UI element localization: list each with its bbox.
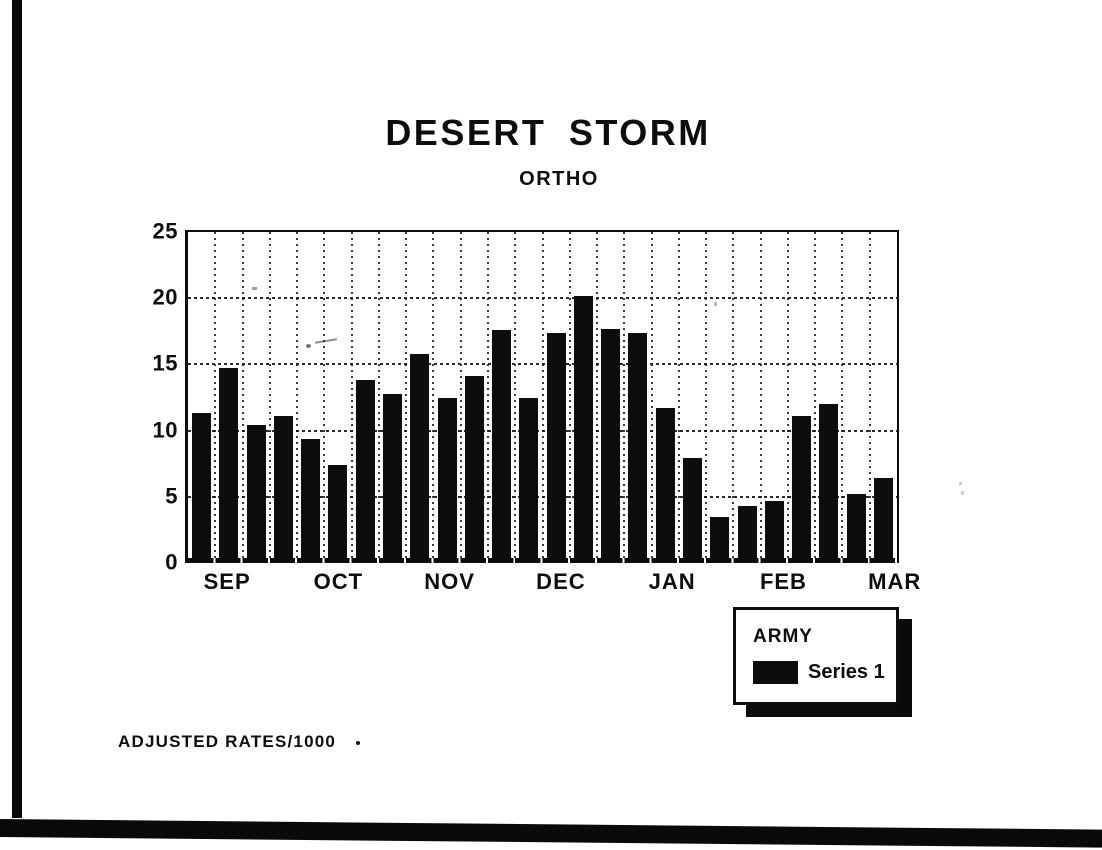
y-tick-label: 10 <box>152 417 178 443</box>
vertical-gridline <box>841 232 843 563</box>
vertical-gridline <box>678 232 680 563</box>
x-tick-label: OCT <box>313 569 364 594</box>
bar <box>574 296 593 563</box>
bar <box>847 494 866 563</box>
bar <box>683 458 702 563</box>
bar <box>547 333 566 563</box>
vertical-gridline <box>432 232 434 563</box>
bar <box>192 413 211 563</box>
x-axis-line <box>188 558 897 563</box>
bar <box>628 333 647 563</box>
vertical-gridline <box>214 232 216 563</box>
vertical-gridline <box>542 232 544 563</box>
scan-artifact <box>252 287 257 290</box>
y-axis-labels <box>124 218 178 575</box>
vertical-gridline <box>514 232 516 563</box>
footnote-dot <box>356 741 360 745</box>
vertical-gridline <box>460 232 462 563</box>
bar <box>328 465 347 563</box>
bar <box>874 478 893 563</box>
footnote <box>118 732 360 752</box>
bar <box>765 501 784 563</box>
vertical-gridline <box>242 232 244 563</box>
x-tick-label: DEC <box>536 569 586 594</box>
footnote-text: ADJUSTED RATES/1000 <box>118 732 337 751</box>
bar <box>274 416 293 563</box>
vertical-gridline <box>351 232 353 563</box>
y-tick-label: 0 <box>165 549 178 575</box>
scan-artifact <box>306 344 311 348</box>
vertical-gridline <box>269 232 271 563</box>
x-axis-labels <box>185 569 922 599</box>
x-tick-label: JAN <box>648 569 696 594</box>
series-swatch-icon <box>753 661 798 684</box>
bar <box>383 394 402 563</box>
bar <box>601 329 620 563</box>
legend-entry <box>753 661 896 684</box>
bar <box>710 517 729 563</box>
chart-subtitle: ORTHO <box>519 168 599 190</box>
vertical-gridline <box>732 232 734 563</box>
bar <box>219 368 238 563</box>
bar-chart-plot-area <box>185 230 899 563</box>
horizontal-gridline <box>188 297 897 299</box>
vertical-gridline <box>596 232 598 563</box>
bar <box>247 425 266 563</box>
vertical-gridline <box>705 232 707 563</box>
y-tick-label: 15 <box>152 350 178 376</box>
chart-title: DESERT STORM <box>385 112 711 153</box>
bar <box>738 506 757 563</box>
scan-artifact <box>961 491 964 495</box>
x-tick-label: SEP <box>203 569 251 594</box>
horizontal-gridline <box>188 430 897 432</box>
bar <box>792 416 811 563</box>
series-label: Series 1 <box>808 661 885 683</box>
bar <box>519 398 538 564</box>
bar <box>438 398 457 564</box>
vertical-gridline <box>760 232 762 563</box>
x-tick-label: FEB <box>759 569 807 594</box>
x-tick-label: NOV <box>424 569 475 594</box>
x-tick-label: MAR <box>868 569 922 594</box>
bar <box>656 408 675 563</box>
vertical-gridline <box>623 232 625 563</box>
vertical-gridline <box>814 232 816 563</box>
vertical-gridline <box>651 232 653 563</box>
bar <box>356 380 375 563</box>
vertical-gridline <box>296 232 298 563</box>
vertical-gridline <box>569 232 571 563</box>
vertical-gridline <box>487 232 489 563</box>
horizontal-gridline <box>188 363 897 365</box>
scan-artifact <box>714 302 717 306</box>
bar <box>492 330 511 563</box>
y-tick-label: 20 <box>152 284 178 310</box>
vertical-gridline <box>323 232 325 563</box>
horizontal-gridline <box>188 496 897 498</box>
y-tick-label: 25 <box>152 218 178 244</box>
bar <box>819 404 838 563</box>
vertical-gridline <box>869 232 871 563</box>
vertical-gridline <box>787 232 789 563</box>
vertical-gridline <box>378 232 380 563</box>
bar <box>301 439 320 563</box>
y-tick-label: 5 <box>165 483 178 509</box>
bar <box>465 376 484 563</box>
bar <box>410 354 429 563</box>
scan-edge-bottom <box>0 819 1102 848</box>
legend-box <box>733 607 899 705</box>
scan-artifact <box>959 482 962 485</box>
legend-title: ARMY <box>753 626 813 647</box>
vertical-gridline <box>405 232 407 563</box>
